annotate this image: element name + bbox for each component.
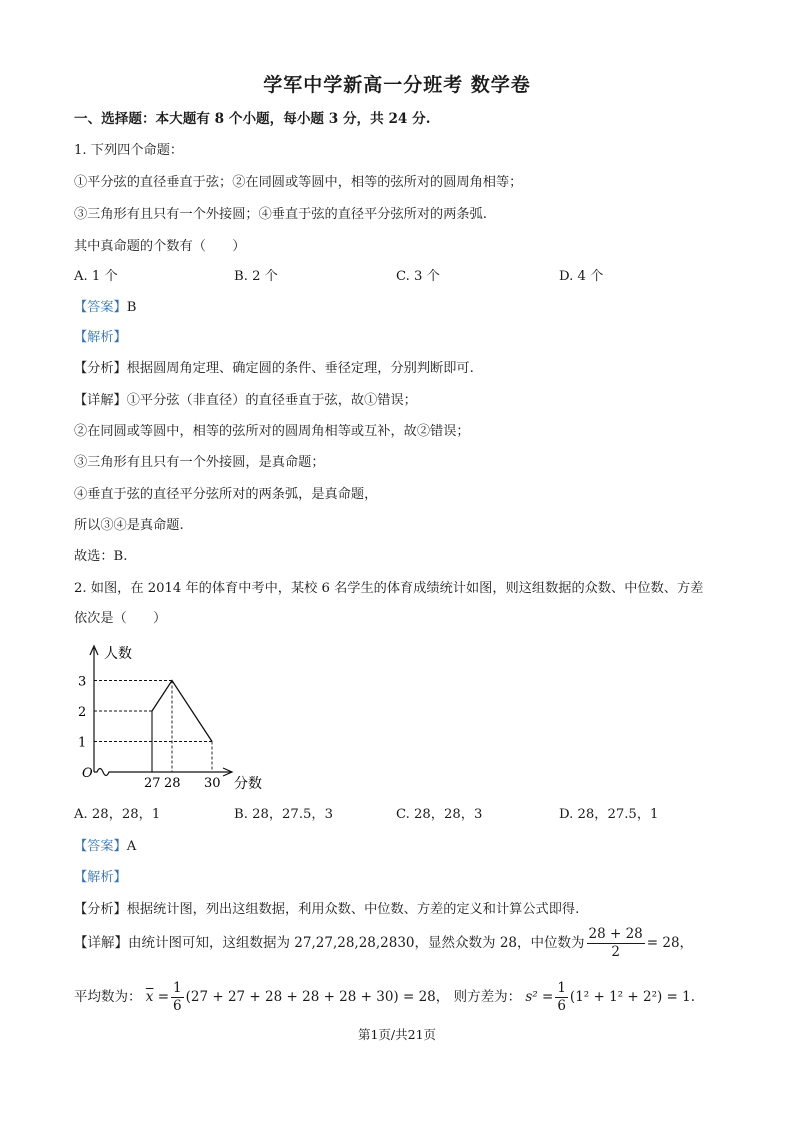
mean-symbol: $\overline{x}$ [145,989,154,1005]
q1-xiangjie-5: 所以③④是真命题. [74,518,184,533]
q2-stem-1: 2. 如图，在 2014 年的体育中考中，某校 6 名学生的体育成绩统计如图，则这组数据的众数、中位数、方差 [74,581,704,596]
q1-line3: 其中真命题的个数有（ ） [74,239,246,254]
xiangjie-text: 由统计图可知，这组数据为 27,27,28,28,2830，显然众数为 28，中位数为 [128,935,585,951]
q1-stem: 1. 下列四个命题： [74,143,184,158]
q2-stem-2: 依次是（ ） [74,611,167,626]
section-heading: 一、选择题：本大题有 8 个小题，每小题 3 分，共 24 分. [74,111,431,127]
y-tick-label: 1 [78,735,87,751]
xiangjie-tag: 【详解】 [74,935,128,951]
mean-equals: = [157,989,170,1005]
q1-xiangjie-4: ④垂直于弦的直径平分弦所对的两条弧，是真命题， [74,487,378,502]
q1-answer [74,299,136,317]
xiangjie-tag: 【详解】 [74,393,127,408]
mean-fraction [171,980,184,1015]
series-line [152,681,212,742]
variance-denominator: 6 [557,998,566,1014]
xiangjie-text: ①平分弦（非直径）的直径垂直于弦，故①错误； [126,393,417,408]
q2-option-a: A. 28，28，1 [74,807,161,822]
q2-xiangjie [74,926,693,961]
median-numerator: 28 + 28 [588,926,643,942]
variance-equals: = [542,989,554,1005]
variance-symbol: s² [525,989,538,1005]
q1-analysis-tag: 【解析】 [74,330,127,345]
answer-value: B [126,300,137,315]
origin-label: O [82,766,93,781]
answer-tag: 【答案】 [74,300,127,315]
mean-denominator: 6 [173,998,182,1014]
answer-tag: 【答案】 [74,839,127,854]
q1-conclusion: 故选：B. [74,549,128,564]
q1-option-a: A. 1 个 [74,269,118,284]
score-chart [60,636,280,796]
x-tick-label: 30 [204,776,221,791]
q1-xiangjie-1 [74,392,417,410]
mean-numerator: 1 [173,980,182,996]
mean-label: 平均数为： [74,989,142,1005]
median-denominator: 2 [611,944,620,960]
q1-fenxi [74,360,474,378]
q1-option-d: D. 4 个 [559,269,604,284]
q1-option-c: C. 3 个 [396,269,440,284]
q2-answer [74,838,136,856]
variance-fraction [555,980,568,1015]
q1-line2: ③三角形有且只有一个外接圆；④垂直于弦的直径平分弦所对的两条弧. [74,207,488,222]
variance-expression: (1² + 1² + 2²) = 1. [569,989,696,1005]
fenxi-tag: 【分析】 [74,361,127,376]
q2-option-d: D. 28，27.5，1 [559,807,659,822]
q2-mean-variance [74,980,695,1015]
y-axis-label: 人数 [104,646,132,662]
q2-fenxi [74,901,579,919]
q1-line1: ①平分弦的直径垂直于弦；②在同圆或等圆中，相等的弦所对的圆周角相等； [74,175,523,190]
median-fraction [587,926,645,961]
page-title: 学军中学新高一分班考 数学卷 [263,74,531,96]
x-tick-label: 27 [144,776,161,791]
q2-option-b: B. 28，27.5，3 [234,807,333,822]
page-footer: 第1页/共21页 [357,1027,437,1042]
variance-label: 则方差为： [453,989,522,1005]
q1-xiangjie-3: ③三角形有且只有一个外接圆，是真命题； [74,455,325,470]
q2-option-c: C. 28，28，3 [396,807,483,822]
q1-xiangjie-2: ②在同圆或等圆中，相等的弦所对的圆周角相等或互补，故②错误； [74,424,470,439]
answer-value: A [126,839,137,854]
fenxi-tag: 【分析】 [74,902,127,917]
q2-analysis-tag: 【解析】 [74,870,127,885]
x-axis-label: 分数 [234,776,262,792]
x-axis [94,769,232,776]
y-tick-label: 2 [78,705,87,720]
fenxi-text: 根据统计图，列出这组数据，利用众数、中位数、方差的定义和计算公式即得. [126,902,580,917]
mean-expression: (27 + 27 + 28 + 28 + 28 + 30) = 28， [185,989,450,1005]
y-tick-label: 3 [78,674,87,690]
median-result: = 28， [646,935,694,951]
fenxi-text: 根据圆周角定理、确定圆的条件、垂径定理，分别判断即可. [126,361,474,376]
variance-numerator: 1 [557,980,566,996]
x-tick-label: 28 [164,776,181,791]
q1-option-b: B. 2 个 [234,269,278,284]
